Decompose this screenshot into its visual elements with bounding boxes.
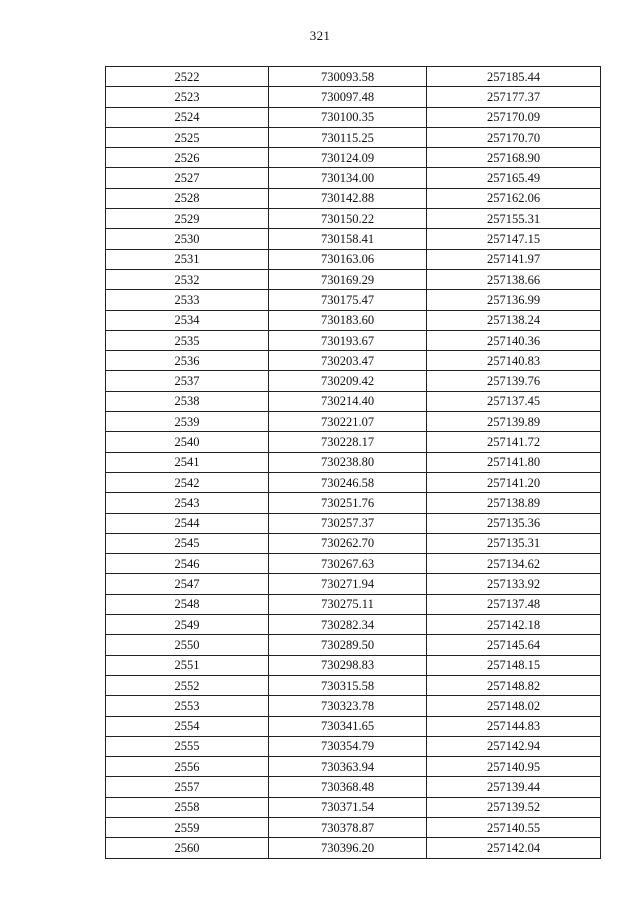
- table-row: [106, 817, 601, 837]
- x-coordinate-cell: 730158.41: [269, 229, 427, 249]
- y-coordinate-cell: 257134.62: [427, 554, 601, 574]
- x-coordinate-cell: 730341.65: [269, 716, 427, 736]
- point-number-cell: 2534: [106, 310, 269, 330]
- table-row: [106, 574, 601, 594]
- point-number-cell: 2560: [106, 838, 269, 858]
- y-coordinate-cell: 257142.04: [427, 838, 601, 858]
- y-coordinate-cell: 257142.94: [427, 736, 601, 756]
- x-coordinate-cell: 730150.22: [269, 209, 427, 229]
- table-row: [106, 412, 601, 432]
- y-coordinate-cell: 257170.09: [427, 107, 601, 127]
- point-number-cell: 2555: [106, 736, 269, 756]
- point-number-cell: 2542: [106, 472, 269, 492]
- table-row: [106, 371, 601, 391]
- point-number-cell: 2554: [106, 716, 269, 736]
- x-coordinate-cell: 730271.94: [269, 574, 427, 594]
- x-coordinate-cell: 730214.40: [269, 391, 427, 411]
- point-number-cell: 2530: [106, 229, 269, 249]
- table-row: [106, 148, 601, 168]
- point-number-cell: 2553: [106, 696, 269, 716]
- table-row: [106, 472, 601, 492]
- table-row: [106, 675, 601, 695]
- y-coordinate-cell: 257148.02: [427, 696, 601, 716]
- y-coordinate-cell: 257147.15: [427, 229, 601, 249]
- x-coordinate-cell: 730354.79: [269, 736, 427, 756]
- x-coordinate-cell: 730267.63: [269, 554, 427, 574]
- point-number-cell: 2559: [106, 817, 269, 837]
- table-row: [106, 269, 601, 289]
- point-number-cell: 2536: [106, 351, 269, 371]
- y-coordinate-cell: 257148.15: [427, 655, 601, 675]
- point-number-cell: 2526: [106, 148, 269, 168]
- x-coordinate-cell: 730396.20: [269, 838, 427, 858]
- point-number-cell: 2540: [106, 432, 269, 452]
- y-coordinate-cell: 257138.89: [427, 493, 601, 513]
- table-row: [106, 67, 601, 87]
- y-coordinate-cell: 257137.48: [427, 594, 601, 614]
- y-coordinate-cell: 257138.66: [427, 269, 601, 289]
- x-coordinate-cell: 730100.35: [269, 107, 427, 127]
- y-coordinate-cell: 257135.36: [427, 513, 601, 533]
- y-coordinate-cell: 257140.95: [427, 757, 601, 777]
- table-row: [106, 513, 601, 533]
- point-number-cell: 2532: [106, 269, 269, 289]
- y-coordinate-cell: 257139.52: [427, 797, 601, 817]
- table-row: [106, 351, 601, 371]
- y-coordinate-cell: 257177.37: [427, 87, 601, 107]
- x-coordinate-cell: 730163.06: [269, 249, 427, 269]
- x-coordinate-cell: 730169.29: [269, 269, 427, 289]
- table-row: [106, 554, 601, 574]
- point-number-cell: 2528: [106, 188, 269, 208]
- point-number-cell: 2541: [106, 452, 269, 472]
- y-coordinate-cell: 257141.80: [427, 452, 601, 472]
- point-number-cell: 2549: [106, 615, 269, 635]
- point-number-cell: 2522: [106, 67, 269, 87]
- x-coordinate-cell: 730289.50: [269, 635, 427, 655]
- point-number-cell: 2548: [106, 594, 269, 614]
- table-row: [106, 594, 601, 614]
- point-number-cell: 2524: [106, 107, 269, 127]
- x-coordinate-cell: 730124.09: [269, 148, 427, 168]
- y-coordinate-cell: 257140.83: [427, 351, 601, 371]
- x-coordinate-cell: 730371.54: [269, 797, 427, 817]
- x-coordinate-cell: 730262.70: [269, 533, 427, 553]
- page-number: 321: [309, 28, 331, 43]
- x-coordinate-cell: 730221.07: [269, 412, 427, 432]
- y-coordinate-cell: 257133.92: [427, 574, 601, 594]
- table-row: [106, 635, 601, 655]
- x-coordinate-cell: 730363.94: [269, 757, 427, 777]
- coordinates-table: [105, 66, 601, 859]
- y-coordinate-cell: 257142.18: [427, 615, 601, 635]
- y-coordinate-cell: 257141.97: [427, 249, 601, 269]
- x-coordinate-cell: 730203.47: [269, 351, 427, 371]
- point-number-cell: 2538: [106, 391, 269, 411]
- x-coordinate-cell: 730175.47: [269, 290, 427, 310]
- table-row: [106, 391, 601, 411]
- x-coordinate-cell: 730209.42: [269, 371, 427, 391]
- table-body: [106, 67, 601, 859]
- table-row: [106, 777, 601, 797]
- table-row: [106, 168, 601, 188]
- y-coordinate-cell: 257185.44: [427, 67, 601, 87]
- x-coordinate-cell: 730142.88: [269, 188, 427, 208]
- x-coordinate-cell: 730238.80: [269, 452, 427, 472]
- y-coordinate-cell: 257148.82: [427, 675, 601, 695]
- point-number-cell: 2550: [106, 635, 269, 655]
- y-coordinate-cell: 257155.31: [427, 209, 601, 229]
- table-row: [106, 107, 601, 127]
- x-coordinate-cell: 730298.83: [269, 655, 427, 675]
- point-number-cell: 2537: [106, 371, 269, 391]
- table-row: [106, 290, 601, 310]
- y-coordinate-cell: 257136.99: [427, 290, 601, 310]
- table-row: [106, 838, 601, 858]
- x-coordinate-cell: 730193.67: [269, 330, 427, 350]
- point-number-cell: 2556: [106, 757, 269, 777]
- point-number-cell: 2547: [106, 574, 269, 594]
- y-coordinate-cell: 257140.36: [427, 330, 601, 350]
- y-coordinate-cell: 257135.31: [427, 533, 601, 553]
- point-number-cell: 2546: [106, 554, 269, 574]
- table-row: [106, 432, 601, 452]
- table-row: [106, 249, 601, 269]
- table-row: [106, 209, 601, 229]
- table-row: [106, 696, 601, 716]
- point-number-cell: 2545: [106, 533, 269, 553]
- y-coordinate-cell: 257141.20: [427, 472, 601, 492]
- table-row: [106, 533, 601, 553]
- table-row: [106, 87, 601, 107]
- x-coordinate-cell: 730378.87: [269, 817, 427, 837]
- y-coordinate-cell: 257168.90: [427, 148, 601, 168]
- table-row: [106, 188, 601, 208]
- y-coordinate-cell: 257138.24: [427, 310, 601, 330]
- table-row: [106, 127, 601, 147]
- table-row: [106, 452, 601, 472]
- y-coordinate-cell: 257145.64: [427, 635, 601, 655]
- y-coordinate-cell: 257141.72: [427, 432, 601, 452]
- x-coordinate-cell: 730282.34: [269, 615, 427, 635]
- point-number-cell: 2525: [106, 127, 269, 147]
- x-coordinate-cell: 730275.11: [269, 594, 427, 614]
- point-number-cell: 2527: [106, 168, 269, 188]
- y-coordinate-cell: 257140.55: [427, 817, 601, 837]
- x-coordinate-cell: 730097.48: [269, 87, 427, 107]
- point-number-cell: 2533: [106, 290, 269, 310]
- x-coordinate-cell: 730228.17: [269, 432, 427, 452]
- table-row: [106, 310, 601, 330]
- table-row: [106, 716, 601, 736]
- x-coordinate-cell: 730368.48: [269, 777, 427, 797]
- y-coordinate-cell: 257139.44: [427, 777, 601, 797]
- table-row: [106, 229, 601, 249]
- x-coordinate-cell: 730134.00: [269, 168, 427, 188]
- x-coordinate-cell: 730257.37: [269, 513, 427, 533]
- point-number-cell: 2539: [106, 412, 269, 432]
- point-number-cell: 2535: [106, 330, 269, 350]
- point-number-cell: 2531: [106, 249, 269, 269]
- table-row: [106, 797, 601, 817]
- x-coordinate-cell: 730183.60: [269, 310, 427, 330]
- point-number-cell: 2551: [106, 655, 269, 675]
- point-number-cell: 2523: [106, 87, 269, 107]
- x-coordinate-cell: 730093.58: [269, 67, 427, 87]
- point-number-cell: 2544: [106, 513, 269, 533]
- x-coordinate-cell: 730246.58: [269, 472, 427, 492]
- table-row: [106, 736, 601, 756]
- y-coordinate-cell: 257137.45: [427, 391, 601, 411]
- point-number-cell: 2557: [106, 777, 269, 797]
- table-row: [106, 757, 601, 777]
- y-coordinate-cell: 257144.83: [427, 716, 601, 736]
- x-coordinate-cell: 730251.76: [269, 493, 427, 513]
- point-number-cell: 2543: [106, 493, 269, 513]
- y-coordinate-cell: 257170.70: [427, 127, 601, 147]
- point-number-cell: 2552: [106, 675, 269, 695]
- table-row: [106, 493, 601, 513]
- x-coordinate-cell: 730323.78: [269, 696, 427, 716]
- table-row: [106, 655, 601, 675]
- point-number-cell: 2558: [106, 797, 269, 817]
- y-coordinate-cell: 257139.76: [427, 371, 601, 391]
- y-coordinate-cell: 257162.06: [427, 188, 601, 208]
- point-number-cell: 2529: [106, 209, 269, 229]
- table-row: [106, 615, 601, 635]
- x-coordinate-cell: 730315.58: [269, 675, 427, 695]
- table-row: [106, 330, 601, 350]
- y-coordinate-cell: 257139.89: [427, 412, 601, 432]
- y-coordinate-cell: 257165.49: [427, 168, 601, 188]
- x-coordinate-cell: 730115.25: [269, 127, 427, 147]
